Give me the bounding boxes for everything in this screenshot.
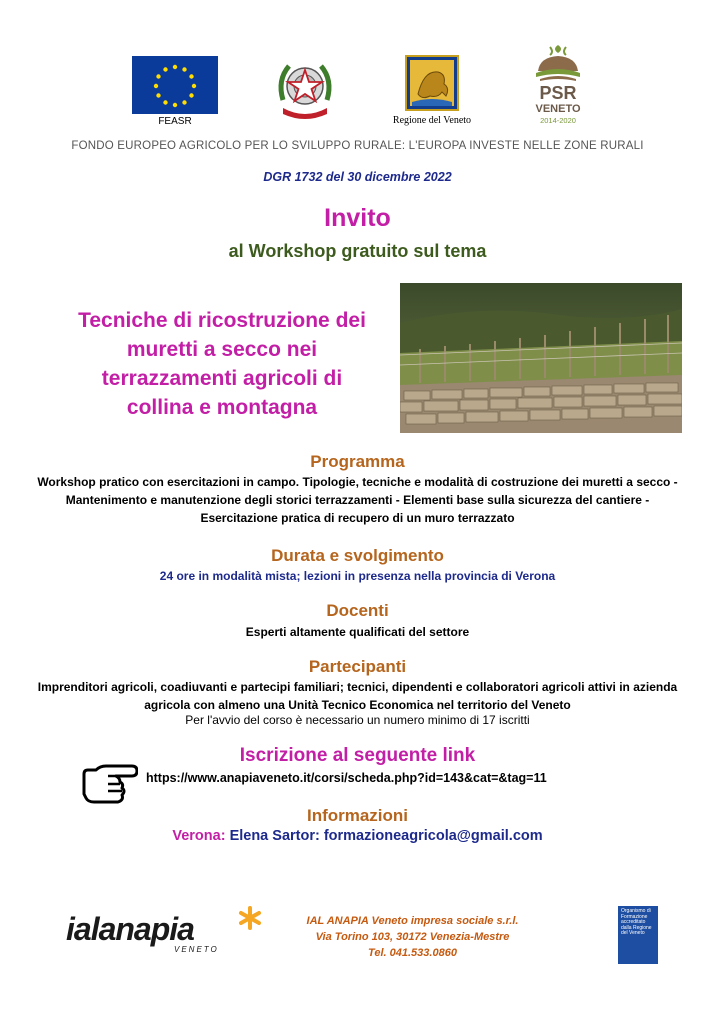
programma-text: Workshop pratico con esercitazioni in campo. Tipologie, tecniche e modalità di costruzione dei muretti a secco - Mantenimento e manutenzione degli storici terrazzamenti - Elementi base sulla sicurezza del cantiere - Esercitazione pratica di recupero di un muro terrazzato [37,475,678,525]
topic-line-3: terrazzamenti agricoli di [101,367,343,390]
workshop-subtitle: al Workshop gratuito sul tema [228,241,487,261]
contact-city: Verona: [172,828,226,844]
psr-veneto-logo [530,43,586,129]
informazioni-title: Informazioni [306,806,409,825]
programma-title: Programma [310,452,405,471]
footer-address [290,913,535,961]
eu-flag-logo [132,56,218,114]
ial-sub: VENETO [174,945,219,954]
topic-line-2: muretti a secco nei [126,338,318,361]
docenti-title: Docenti [326,601,389,620]
pointing-hand-icon [80,754,138,808]
dgr-reference: DGR 1732 del 30 dicembre 2022 [263,170,452,184]
ial-wordmark: ialanapia [66,911,194,947]
accreditation-text: Organismo di Formazione accreditato dalla Regione del Veneto [621,908,652,937]
eu-caption: FEASR [158,116,192,127]
topic-line-1: Tecniche di ricostruzione dei [78,309,366,332]
footer-phone: Tel. 041.533.0860 [368,947,457,959]
veneto-caption: Regione del Veneto [392,115,472,126]
accreditation-logo [618,906,658,964]
psr-years: 2014-2020 [540,116,576,125]
docenti-text: Esperti altamente qualificati del settore [245,625,470,639]
partecipanti-title: Partecipanti [308,657,407,676]
terrace-wall-photo [400,283,682,433]
footer-company: IAL ANAPIA Veneto impresa sociale s.r.l. [306,915,519,927]
durata-title: Durata e svolgimento [271,546,444,565]
partecipanti-text: Imprenditori agricoli, coadiuvanti e partecipi familiari; tecnici, dipendenti e collaboratori agricoli attivi in azienda agricola con almeno una Unità Tecnico Economica nel territorio del Veneto [37,680,678,712]
iscrizione-title: Iscrizione al seguente link [239,745,476,766]
workshop-topic [40,306,404,422]
durata-text: 24 ore in modalità mista; lezioni in presenza nella provincia di Verona [159,569,556,583]
psr-region: VENETO [535,103,581,115]
invito-heading: Invito [324,204,391,232]
contact-line [0,828,715,844]
psr-title: PSR [539,83,577,103]
fondo-tagline: FONDO EUROPEO AGRICOLO PER LO SVILUPPO RURALE: L'EUROPA INVESTE NELLE ZONE RURALI [71,140,644,152]
veneto-lion-shield [404,54,460,112]
partecipanti-note: Per l'avvio del corso è necessario un numero minimo di 17 iscritti [185,713,530,727]
footer-street: Via Torino 103, 30172 Venezia-Mestre [315,931,510,943]
topic-line-4: collina e montagna [126,396,318,419]
ial-anapia-logo [64,906,270,956]
contact-person-email[interactable]: Elena Sartor: formazioneagricola@gmail.com [229,828,543,844]
italian-republic-emblem [273,56,337,124]
registration-link[interactable]: https://www.anapiaveneto.it/corsi/scheda.php?id=143&cat=&tag=11 [146,771,547,785]
